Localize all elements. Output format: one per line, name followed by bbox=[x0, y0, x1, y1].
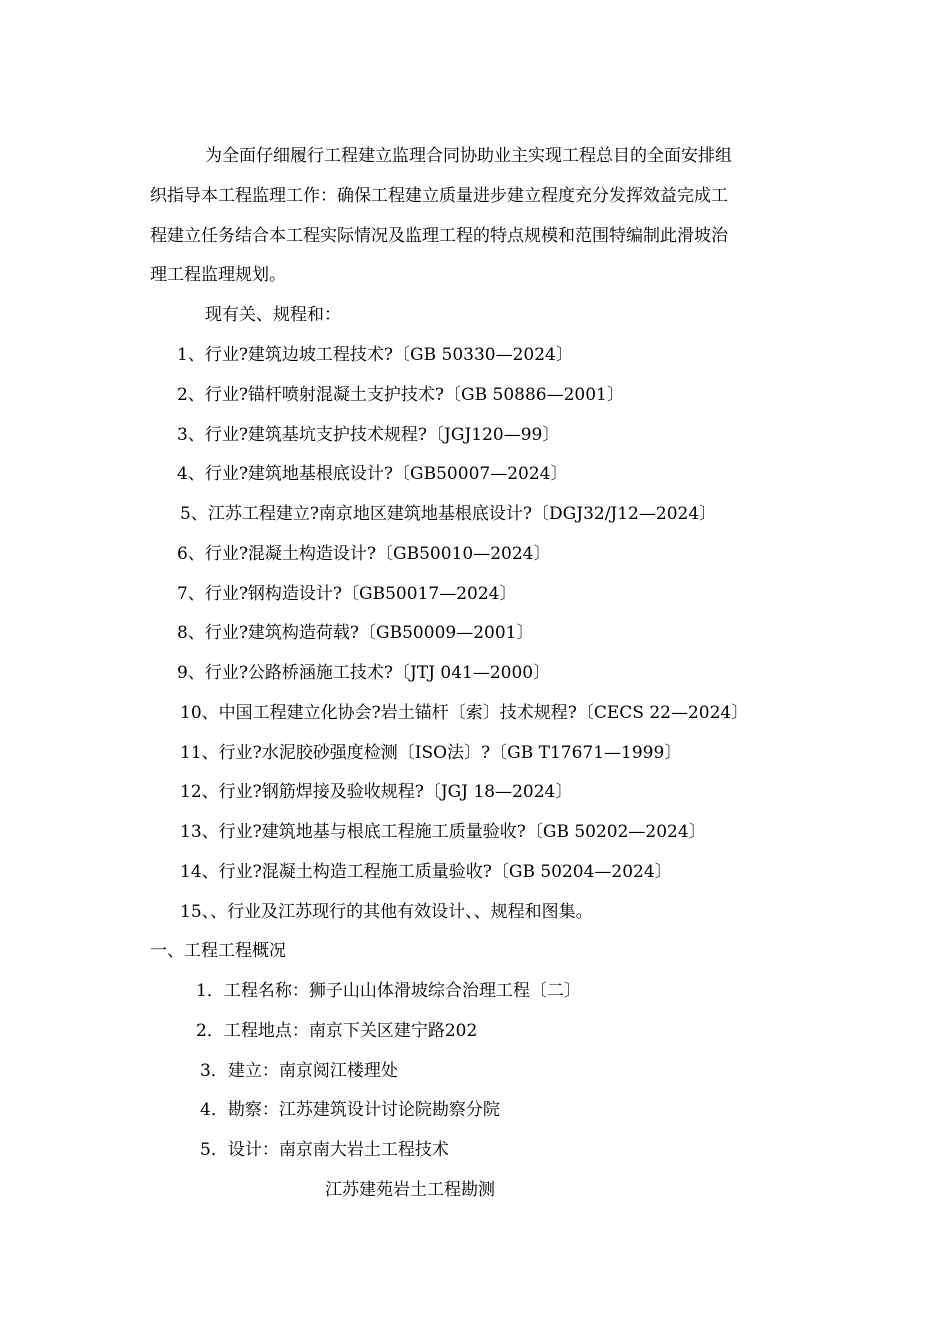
intro-line: 程建立任务结合本工程实际情况及监理工程的特点规模和范围特编制此滑坡治 bbox=[150, 226, 728, 246]
list-item: 10、中国工程建立化协会?岩土锚杆〔索〕技术规程?〔CECS 22—2024〕 bbox=[180, 703, 749, 723]
list-item: 8、行业?建筑构造荷载?〔GB50009—2001〕 bbox=[177, 623, 534, 643]
list-item: 15、、行业及江苏现行的其他有效设计、、规程和图集。 bbox=[180, 902, 593, 922]
list-item-continuation: 江苏建苑岩土工程勘测 bbox=[325, 1180, 495, 1200]
section-heading: 一、工程工程概况 bbox=[150, 941, 286, 961]
list-item: 1．工程名称：狮子山山体滑坡综合治理工程〔二〕 bbox=[196, 981, 581, 1001]
intro-line: 为全面仔细履行工程建立监理合同协助业主实现工程总目的全面安排组 bbox=[205, 146, 732, 166]
list-item: 11、行业?水泥胶砂强度检测〔ISO法〕?〔GB T17671—1999〕 bbox=[180, 743, 682, 763]
list-item: 7、行业?钢构造设计?〔GB50017—2024〕 bbox=[177, 584, 517, 604]
list-item: 6、行业?混凝土构造设计?〔GB50010—2024〕 bbox=[177, 544, 551, 564]
list-item: 3、行业?建筑基坑支护技术规程?〔JGJ120—99〕 bbox=[177, 425, 560, 445]
list-item: 5．设计：南京南大岩土工程技术 bbox=[200, 1140, 449, 1160]
list-item: 4．勘察：江苏建筑设计讨论院勘察分院 bbox=[200, 1100, 500, 1120]
list-item: 12、行业?钢筋焊接及验收规程?〔JGJ 18—2024〕 bbox=[180, 782, 573, 802]
list-item: 4、行业?建筑地基根底设计?〔GB50007—2024〕 bbox=[177, 464, 568, 484]
list-item: 1、行业?建筑边坡工程技术?〔GB 50330—2024〕 bbox=[177, 345, 573, 365]
list-item: 3．建立：南京阅江楼理处 bbox=[200, 1061, 398, 1081]
list-item: 9、行业?公路桥涵施工技术?〔JTJ 041—2000〕 bbox=[177, 663, 551, 683]
list-item: 2、行业?锚杆喷射混凝土支护技术?〔GB 50886—2001〕 bbox=[177, 385, 624, 405]
list-item: 13、行业?建筑地基与根底工程施工质量验收?〔GB 50202—2024〕 bbox=[180, 822, 706, 842]
intro-line: 织指导本工程监理工作：确保工程建立质量进步建立程度充分发挥效益完成工 bbox=[150, 186, 728, 206]
list-item: 14、行业?混凝土构造工程施工质量验收?〔GB 50204—2024〕 bbox=[180, 862, 672, 882]
intro-line: 理工程监理规划。 bbox=[150, 265, 286, 285]
list-item: 5、江苏工程建立?南京地区建筑地基根底设计?〔DGJ32/J12—2024〕 bbox=[180, 504, 717, 524]
standards-heading: 现有关、规程和： bbox=[205, 305, 341, 325]
list-item: 2．工程地点：南京下关区建宁路202 bbox=[196, 1021, 478, 1041]
